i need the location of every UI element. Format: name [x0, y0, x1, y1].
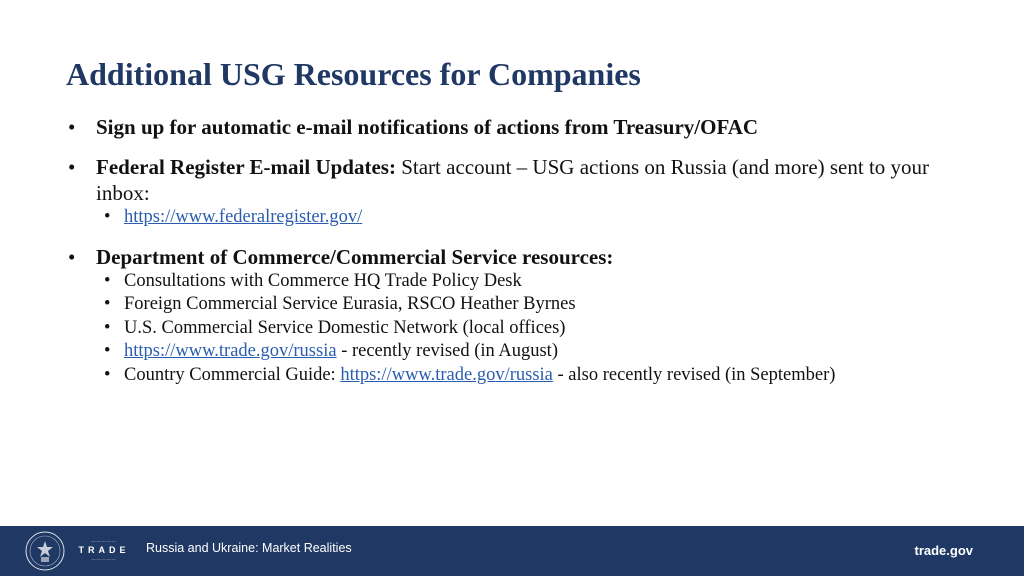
commerce-resources-sublist — [66, 270, 966, 388]
trade-russia-note: - recently revised (in August) — [336, 341, 558, 361]
trade-logo: ————— TRADE ————— — [76, 538, 132, 562]
footer-bar — [0, 526, 1024, 576]
email-notifications-text: Sign up for automatic e-mail notifications of actions from Treasury/OFAC — [96, 115, 759, 139]
federal-register-heading: Federal Register E-mail Updates: — [96, 155, 396, 179]
list-item: • U.S. Commercial Service Domestic Network (local offices) — [124, 317, 966, 341]
trade-logo-text: TRADE — [78, 545, 130, 555]
federal-register-description: Start account – USG actions on Russia (and more) sent to your inbox: — [96, 155, 930, 205]
footer-site-link[interactable]: trade.gov — [914, 543, 973, 558]
list-item: • Consultations with Commerce HQ Trade Policy Desk — [124, 270, 966, 294]
bullet-email-notifications — [66, 114, 966, 140]
ccg-note: - also recently revised (in September) — [552, 364, 836, 385]
ccg-label: Country Commercial Guide: — [124, 364, 341, 385]
ccg-russia-link[interactable]: https://www.trade.gov/russia — [340, 364, 553, 385]
trade-russia-link[interactable]: https://www.trade.gov/russia — [124, 341, 337, 361]
bullet-federal-register — [66, 154, 966, 206]
federal-register-sublist — [66, 206, 966, 230]
federal-register-link[interactable]: https://www.federalregister.gov/ — [124, 207, 363, 227]
slide-content — [66, 114, 966, 387]
footer-caption: Russia and Ukraine: Market Realities — [146, 541, 352, 555]
list-item — [124, 364, 966, 388]
list-item — [124, 206, 966, 230]
list-item: • Foreign Commercial Service Eurasia, RSCO Heather Byrnes — [124, 293, 966, 317]
commerce-resources-heading: Department of Commerce/Commercial Service resources: — [96, 244, 614, 269]
commerce-seal-icon — [24, 530, 66, 572]
list-item — [124, 340, 966, 364]
bullet-commerce-resources — [66, 244, 966, 270]
slide-title: Additional USG Resources for Companies — [66, 56, 641, 92]
